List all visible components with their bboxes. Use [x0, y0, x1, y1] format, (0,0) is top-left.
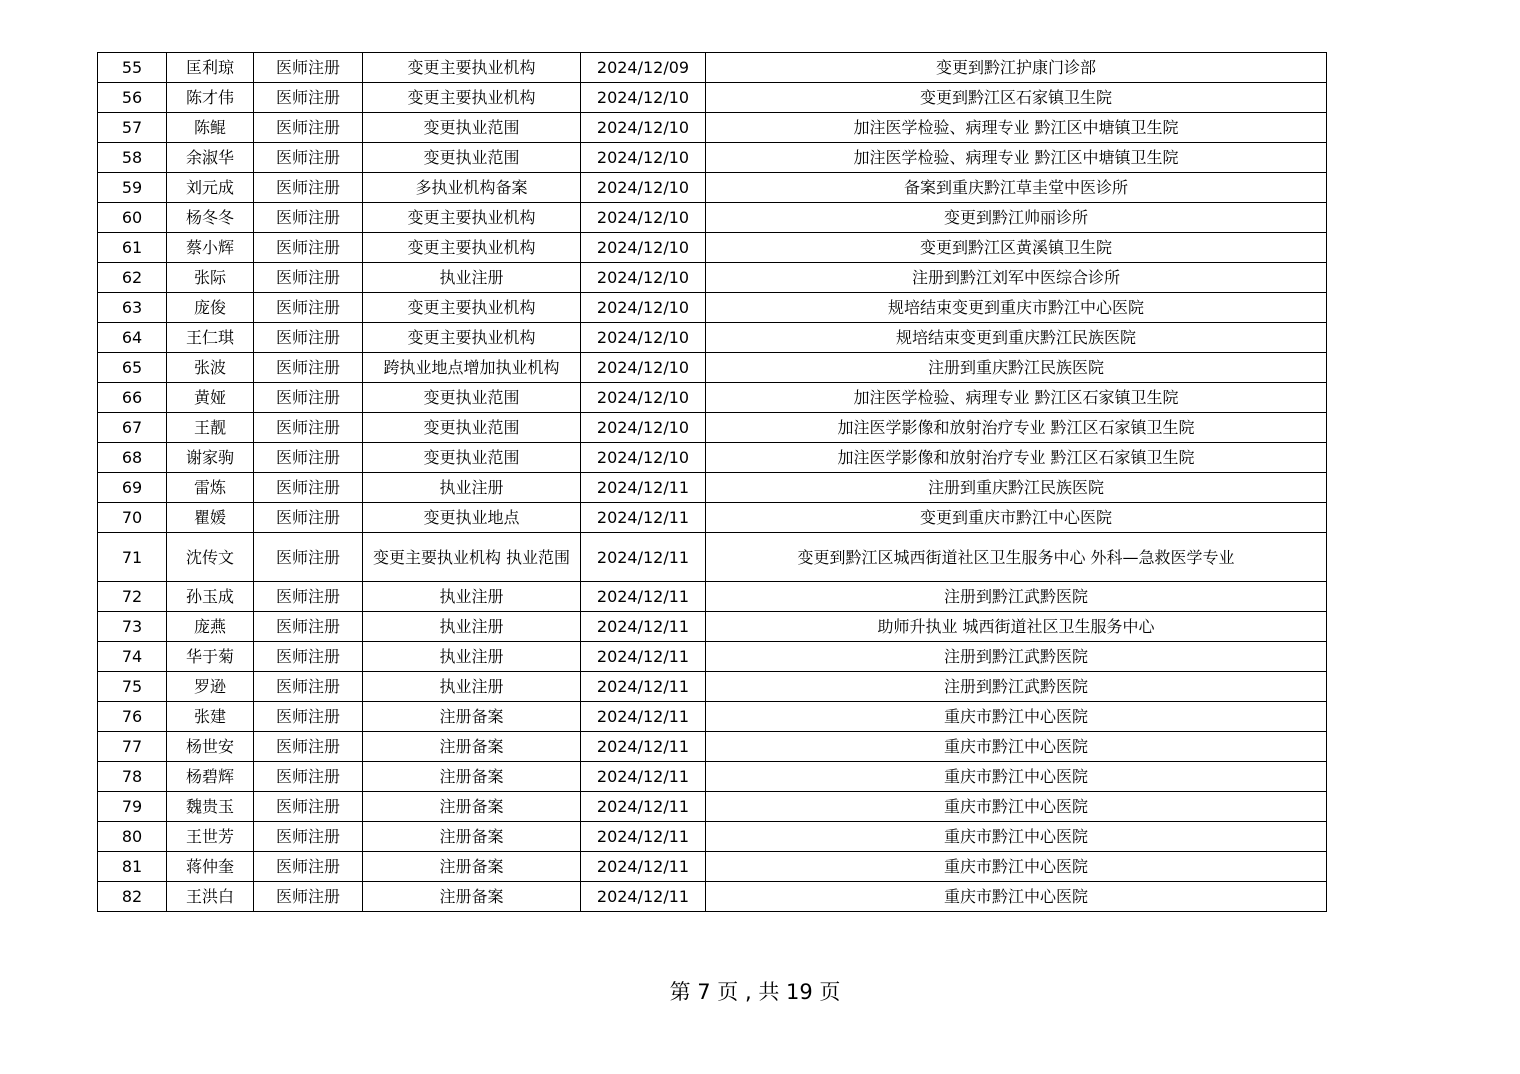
cell-detail: 注册到重庆黔江民族医院 — [706, 353, 1327, 383]
cell-date: 2024/12/10 — [581, 353, 706, 383]
table-row — [98, 822, 1327, 852]
cell-number: 69 — [98, 473, 167, 503]
cell-detail: 变更到黔江区黄溪镇卫生院 — [706, 233, 1327, 263]
cell-number: 70 — [98, 503, 167, 533]
cell-category: 医师注册 — [254, 762, 363, 792]
table-row — [98, 612, 1327, 642]
cell-name: 王世芳 — [167, 822, 254, 852]
cell-detail: 助师升执业 城西街道社区卫生服务中心 — [706, 612, 1327, 642]
cell-category: 医师注册 — [254, 582, 363, 612]
cell-detail: 变更到黔江帅丽诊所 — [706, 203, 1327, 233]
cell-date: 2024/12/11 — [581, 792, 706, 822]
cell-date: 2024/12/10 — [581, 383, 706, 413]
cell-detail: 规培结束变更到重庆市黔江中心医院 — [706, 293, 1327, 323]
cell-detail: 重庆市黔江中心医院 — [706, 882, 1327, 912]
cell-category: 医师注册 — [254, 792, 363, 822]
cell-number: 75 — [98, 672, 167, 702]
cell-detail: 重庆市黔江中心医院 — [706, 762, 1327, 792]
table-row — [98, 473, 1327, 503]
cell-action: 变更主要执业机构 — [363, 293, 581, 323]
cell-name: 匡利琼 — [167, 53, 254, 83]
cell-action: 注册备案 — [363, 822, 581, 852]
cell-date: 2024/12/10 — [581, 233, 706, 263]
cell-category: 医师注册 — [254, 53, 363, 83]
cell-detail: 变更到黔江区城西街道社区卫生服务中心 外科—急救医学专业 — [706, 533, 1327, 582]
cell-number: 64 — [98, 323, 167, 353]
cell-date: 2024/12/10 — [581, 173, 706, 203]
cell-detail: 注册到黔江武黔医院 — [706, 642, 1327, 672]
table-row — [98, 203, 1327, 233]
cell-number: 63 — [98, 293, 167, 323]
cell-detail: 加注医学检验、病理专业 黔江区中塘镇卫生院 — [706, 113, 1327, 143]
table-row — [98, 642, 1327, 672]
cell-action: 跨执业地点增加执业机构 — [363, 353, 581, 383]
cell-category: 医师注册 — [254, 822, 363, 852]
cell-action: 注册备案 — [363, 852, 581, 882]
table-row — [98, 83, 1327, 113]
cell-number: 81 — [98, 852, 167, 882]
cell-date: 2024/12/11 — [581, 582, 706, 612]
cell-detail: 注册到黔江武黔医院 — [706, 582, 1327, 612]
table-row — [98, 762, 1327, 792]
cell-category: 医师注册 — [254, 173, 363, 203]
cell-action: 变更主要执业机构 — [363, 203, 581, 233]
cell-category: 医师注册 — [254, 353, 363, 383]
cell-category: 医师注册 — [254, 383, 363, 413]
cell-detail: 注册到重庆黔江民族医院 — [706, 473, 1327, 503]
cell-action: 注册备案 — [363, 762, 581, 792]
table-row — [98, 293, 1327, 323]
cell-category: 医师注册 — [254, 612, 363, 642]
cell-date: 2024/12/11 — [581, 702, 706, 732]
cell-date: 2024/12/10 — [581, 413, 706, 443]
cell-number: 82 — [98, 882, 167, 912]
cell-number: 73 — [98, 612, 167, 642]
cell-detail: 重庆市黔江中心医院 — [706, 792, 1327, 822]
cell-number: 77 — [98, 732, 167, 762]
cell-name: 陈才伟 — [167, 83, 254, 113]
table-row — [98, 443, 1327, 473]
cell-action: 变更主要执业机构 — [363, 83, 581, 113]
cell-category: 医师注册 — [254, 233, 363, 263]
table-row — [98, 353, 1327, 383]
table-row — [98, 672, 1327, 702]
table-row — [98, 503, 1327, 533]
cell-action: 注册备案 — [363, 702, 581, 732]
cell-detail: 变更到黔江区石家镇卫生院 — [706, 83, 1327, 113]
cell-action: 注册备案 — [363, 732, 581, 762]
cell-detail: 重庆市黔江中心医院 — [706, 852, 1327, 882]
cell-name: 黄娅 — [167, 383, 254, 413]
cell-number: 58 — [98, 143, 167, 173]
cell-date: 2024/12/10 — [581, 113, 706, 143]
cell-category: 医师注册 — [254, 852, 363, 882]
cell-number: 78 — [98, 762, 167, 792]
cell-category: 医师注册 — [254, 203, 363, 233]
cell-name: 蒋仲奎 — [167, 852, 254, 882]
table-row — [98, 323, 1327, 353]
cell-category: 医师注册 — [254, 143, 363, 173]
cell-name: 杨碧辉 — [167, 762, 254, 792]
table-row — [98, 173, 1327, 203]
cell-action: 变更执业范围 — [363, 443, 581, 473]
cell-detail: 加注医学检验、病理专业 黔江区石家镇卫生院 — [706, 383, 1327, 413]
cell-action: 变更执业范围 — [363, 383, 581, 413]
cell-name: 王洪白 — [167, 882, 254, 912]
cell-action: 变更主要执业机构 — [363, 323, 581, 353]
cell-number: 80 — [98, 822, 167, 852]
cell-category: 医师注册 — [254, 642, 363, 672]
cell-category: 医师注册 — [254, 293, 363, 323]
cell-name: 庞俊 — [167, 293, 254, 323]
cell-action: 执业注册 — [363, 582, 581, 612]
cell-action: 变更执业范围 — [363, 113, 581, 143]
cell-date: 2024/12/10 — [581, 263, 706, 293]
cell-date: 2024/12/10 — [581, 83, 706, 113]
cell-name: 蔡小辉 — [167, 233, 254, 263]
cell-number: 68 — [98, 443, 167, 473]
cell-detail: 变更到重庆市黔江中心医院 — [706, 503, 1327, 533]
cell-action: 执业注册 — [363, 642, 581, 672]
cell-category: 医师注册 — [254, 323, 363, 353]
cell-detail: 规培结束变更到重庆黔江民族医院 — [706, 323, 1327, 353]
cell-name: 刘元成 — [167, 173, 254, 203]
cell-name: 沈传文 — [167, 533, 254, 582]
cell-action: 执业注册 — [363, 263, 581, 293]
cell-name: 张波 — [167, 353, 254, 383]
cell-number: 67 — [98, 413, 167, 443]
cell-name: 余淑华 — [167, 143, 254, 173]
cell-name: 杨世安 — [167, 732, 254, 762]
cell-category: 医师注册 — [254, 473, 363, 503]
cell-name: 王靓 — [167, 413, 254, 443]
cell-date: 2024/12/11 — [581, 762, 706, 792]
cell-name: 张际 — [167, 263, 254, 293]
cell-date: 2024/12/11 — [581, 503, 706, 533]
table-row — [98, 702, 1327, 732]
cell-number: 62 — [98, 263, 167, 293]
cell-name: 雷炼 — [167, 473, 254, 503]
cell-action: 变更主要执业机构 — [363, 53, 581, 83]
cell-action: 变更主要执业机构 — [363, 233, 581, 263]
cell-date: 2024/12/09 — [581, 53, 706, 83]
cell-date: 2024/12/10 — [581, 203, 706, 233]
table-row — [98, 582, 1327, 612]
cell-number: 60 — [98, 203, 167, 233]
cell-date: 2024/12/11 — [581, 672, 706, 702]
table-row — [98, 143, 1327, 173]
cell-category: 医师注册 — [254, 672, 363, 702]
cell-category: 医师注册 — [254, 113, 363, 143]
cell-action: 执业注册 — [363, 612, 581, 642]
cell-category: 医师注册 — [254, 533, 363, 582]
table-row — [98, 263, 1327, 293]
table-row — [98, 732, 1327, 762]
registration-table-body — [98, 53, 1327, 912]
cell-date: 2024/12/10 — [581, 143, 706, 173]
cell-date: 2024/12/11 — [581, 822, 706, 852]
cell-detail: 注册到黔江武黔医院 — [706, 672, 1327, 702]
cell-date: 2024/12/10 — [581, 443, 706, 473]
table-row — [98, 413, 1327, 443]
cell-action: 注册备案 — [363, 792, 581, 822]
table-row — [98, 383, 1327, 413]
cell-date: 2024/12/11 — [581, 852, 706, 882]
table-row — [98, 882, 1327, 912]
cell-date: 2024/12/10 — [581, 323, 706, 353]
cell-action: 注册备案 — [363, 882, 581, 912]
cell-number: 76 — [98, 702, 167, 732]
table-row — [98, 233, 1327, 263]
cell-date: 2024/12/11 — [581, 882, 706, 912]
cell-category: 医师注册 — [254, 732, 363, 762]
cell-date: 2024/12/11 — [581, 533, 706, 582]
cell-detail: 加注医学影像和放射治疗专业 黔江区石家镇卫生院 — [706, 443, 1327, 473]
cell-action: 执业注册 — [363, 473, 581, 503]
cell-name: 谢家驹 — [167, 443, 254, 473]
cell-date: 2024/12/11 — [581, 642, 706, 672]
cell-category: 医师注册 — [254, 882, 363, 912]
cell-number: 79 — [98, 792, 167, 822]
table-row — [98, 792, 1327, 822]
cell-number: 59 — [98, 173, 167, 203]
cell-action: 执业注册 — [363, 672, 581, 702]
table-row — [98, 533, 1327, 582]
cell-detail: 变更到黔江护康门诊部 — [706, 53, 1327, 83]
cell-name: 庞燕 — [167, 612, 254, 642]
table-row — [98, 113, 1327, 143]
cell-number: 55 — [98, 53, 167, 83]
cell-action: 多执业机构备案 — [363, 173, 581, 203]
cell-action: 变更执业范围 — [363, 413, 581, 443]
cell-name: 陈鲲 — [167, 113, 254, 143]
cell-name: 孙玉成 — [167, 582, 254, 612]
page-number-footer: 第 7 页 , 共 19 页 — [669, 980, 841, 1004]
table-row — [98, 53, 1327, 83]
cell-category: 医师注册 — [254, 503, 363, 533]
cell-number: 71 — [98, 533, 167, 582]
cell-name: 罗逊 — [167, 672, 254, 702]
cell-action: 变更执业范围 — [363, 143, 581, 173]
cell-category: 医师注册 — [254, 83, 363, 113]
cell-number: 57 — [98, 113, 167, 143]
cell-detail: 重庆市黔江中心医院 — [706, 732, 1327, 762]
cell-name: 张建 — [167, 702, 254, 732]
cell-detail: 注册到黔江刘军中医综合诊所 — [706, 263, 1327, 293]
cell-category: 医师注册 — [254, 443, 363, 473]
cell-category: 医师注册 — [254, 413, 363, 443]
cell-number: 65 — [98, 353, 167, 383]
cell-name: 王仁琪 — [167, 323, 254, 353]
cell-detail: 重庆市黔江中心医院 — [706, 822, 1327, 852]
cell-date: 2024/12/11 — [581, 612, 706, 642]
cell-date: 2024/12/11 — [581, 732, 706, 762]
cell-detail: 重庆市黔江中心医院 — [706, 702, 1327, 732]
cell-date: 2024/12/10 — [581, 293, 706, 323]
cell-detail: 加注医学检验、病理专业 黔江区中塘镇卫生院 — [706, 143, 1327, 173]
registration-table — [97, 52, 1327, 912]
cell-number: 74 — [98, 642, 167, 672]
table-row — [98, 852, 1327, 882]
cell-name: 魏贵玉 — [167, 792, 254, 822]
cell-date: 2024/12/11 — [581, 473, 706, 503]
cell-number: 66 — [98, 383, 167, 413]
cell-detail: 加注医学影像和放射治疗专业 黔江区石家镇卫生院 — [706, 413, 1327, 443]
cell-detail: 备案到重庆黔江草圭堂中医诊所 — [706, 173, 1327, 203]
cell-name: 华于菊 — [167, 642, 254, 672]
cell-name: 瞿媛 — [167, 503, 254, 533]
cell-action: 变更执业地点 — [363, 503, 581, 533]
cell-category: 医师注册 — [254, 702, 363, 732]
cell-number: 56 — [98, 83, 167, 113]
cell-name: 杨冬冬 — [167, 203, 254, 233]
cell-action: 变更主要执业机构 执业范围 — [363, 533, 581, 582]
cell-number: 72 — [98, 582, 167, 612]
cell-category: 医师注册 — [254, 263, 363, 293]
cell-number: 61 — [98, 233, 167, 263]
